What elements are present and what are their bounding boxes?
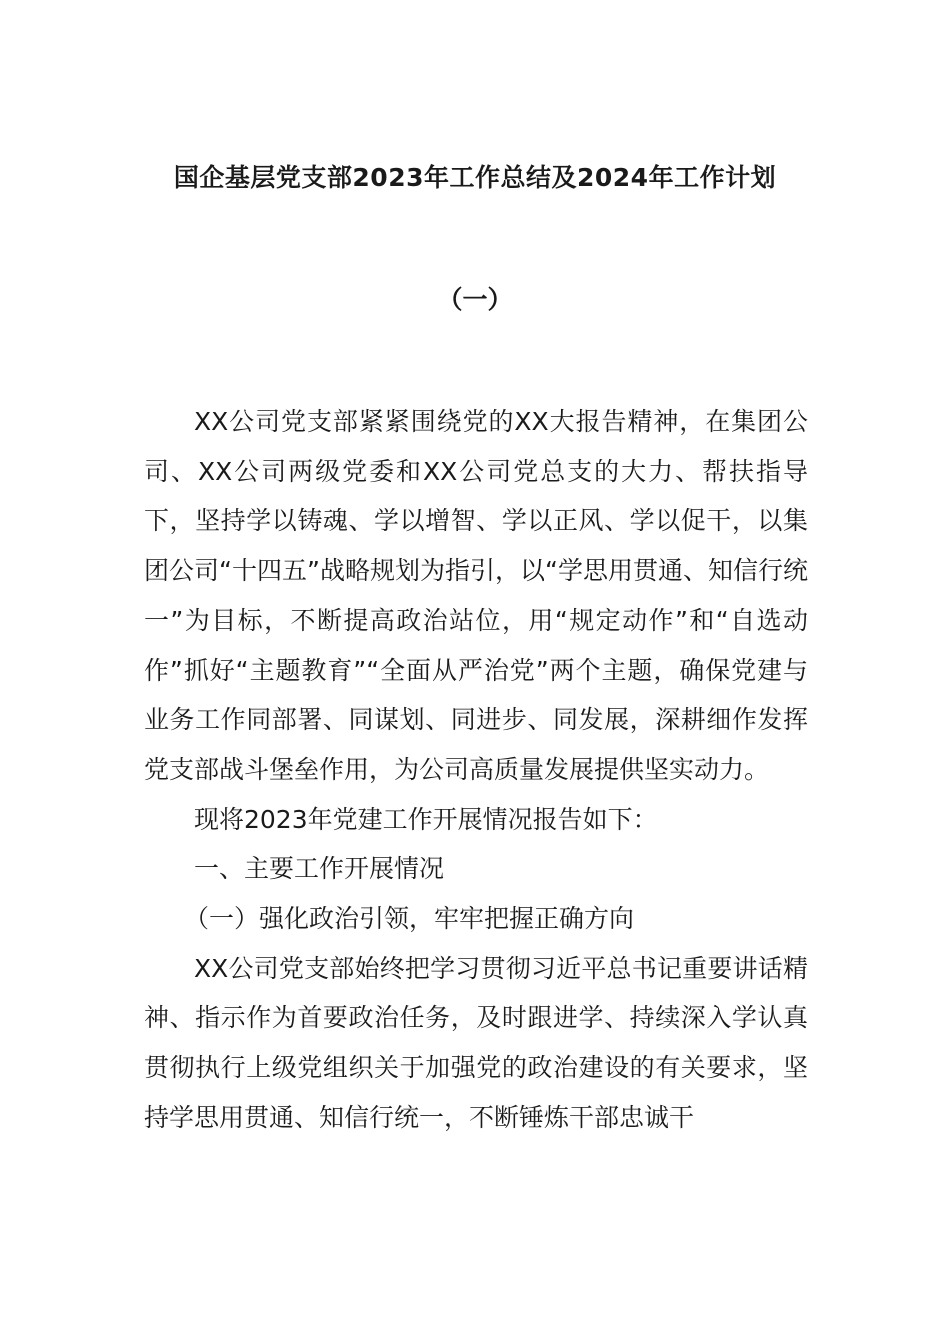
subsection-heading: （一）强化政治引领，牢牢把握正确方向 — [184, 904, 635, 934]
section-heading: 一、主要工作开展情况 — [194, 854, 445, 884]
document-title: 国企基层党支部2023年工作总结及2024年工作计划 — [173, 163, 777, 192]
section-number: （一） — [437, 285, 513, 314]
document-body — [144, 397, 808, 1143]
body-paragraph: XX公司党支部始终把学习贯彻习近平总书记重要讲话精神、指示作为首要政治任务，及时跟进学、持续深入学认真贯彻执行上级党组织关于加强党的政治建设的有关要求，坚持学思用贯通、知信行统一，不断锤炼干部忠诚干 — [144, 953, 808, 1132]
intro-paragraph: XX公司党支部紧紧围绕党的XX大报告精神，在集团公司、XX公司两级党委和XX公司党总支的大力、帮扶指导下，坚持学以铸魂、学以增智、学以正风、学以促干，以集团公司“十四五”战略规划为指引，以“学思用贯通、知信行统一”为目标，不断提高政治站位，用“规定动作”和“自选动作”抓好“主题教育”“全面从严治党”两个主题，确保党建与业务工作同部署、同谋划、同进步、同发展，深耕细作发挥党支部战斗堡垒作用，为公司高质量发展提供坚实动力。 — [144, 407, 808, 784]
report-lead-paragraph: 现将2023年党建工作开展情况报告如下： — [194, 804, 658, 834]
